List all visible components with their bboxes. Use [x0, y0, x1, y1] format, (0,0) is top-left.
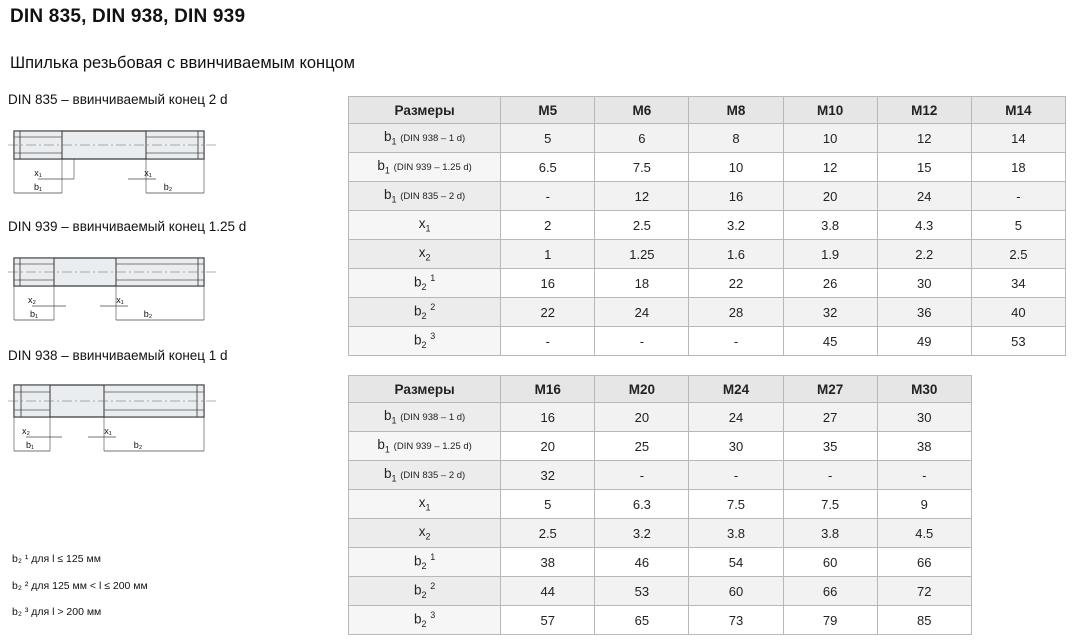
cell: 2.5	[971, 240, 1065, 269]
row-label: $b_2$ $^1$	[349, 548, 501, 577]
cell: -	[877, 461, 971, 490]
cell: 72	[877, 577, 971, 606]
cell: -	[595, 461, 689, 490]
cell: 24	[595, 298, 689, 327]
cell-empty	[971, 490, 1065, 519]
cell: 5	[501, 124, 595, 153]
footnote-2: b₂ ² для 125 мм < l ≤ 200 мм	[12, 579, 148, 592]
cell: 3.2	[595, 519, 689, 548]
dimensions-table-1	[348, 96, 1066, 356]
cell: 12	[877, 124, 971, 153]
cell: 4.3	[877, 211, 971, 240]
cell: 5	[971, 211, 1065, 240]
cell: 1	[501, 240, 595, 269]
figure-din939	[8, 219, 338, 332]
page-title: DIN 835, DIN 938, DIN 939	[10, 6, 246, 27]
cell-empty	[971, 606, 1065, 635]
cell: -	[595, 327, 689, 356]
table-body	[349, 124, 1066, 356]
row-label: $x_2$	[349, 240, 501, 269]
cell: 22	[501, 298, 595, 327]
cell: 3.8	[783, 519, 877, 548]
cell: 2.5	[501, 519, 595, 548]
row-label: $b_1$ (DIN 938 – 1 d)	[349, 403, 501, 432]
cell: 7.5	[783, 490, 877, 519]
column-header-sizes: Размеры	[349, 97, 501, 124]
stud-drawing-din938	[8, 373, 218, 461]
row-label: $x_1$	[349, 211, 501, 240]
table-row	[349, 124, 1066, 153]
cell-empty	[971, 577, 1065, 606]
row-label: $b_2$ $^3$	[349, 327, 501, 356]
figure-din938	[8, 348, 338, 461]
cell: 45	[783, 327, 877, 356]
column-header-m20: M20	[595, 376, 689, 403]
cell: 16	[501, 269, 595, 298]
cell: 3.8	[783, 211, 877, 240]
cell: 32	[501, 461, 595, 490]
cell: 30	[877, 269, 971, 298]
cell: 38	[501, 548, 595, 577]
cell: 26	[783, 269, 877, 298]
cell: 2.5	[595, 211, 689, 240]
footnotes	[12, 554, 148, 634]
cell: 35	[783, 432, 877, 461]
cell: 14	[971, 124, 1065, 153]
row-label: $b_1$ (DIN 939 – 1.25 d)	[349, 153, 501, 182]
cell: 7.5	[595, 153, 689, 182]
row-label: $x_2$	[349, 519, 501, 548]
table-row	[349, 461, 1066, 490]
cell: -	[501, 327, 595, 356]
cell: 3.8	[689, 519, 783, 548]
cell: 30	[689, 432, 783, 461]
row-label: $b_2$ $^1$	[349, 269, 501, 298]
cell: 53	[971, 327, 1065, 356]
cell: 6.3	[595, 490, 689, 519]
column-header-m14: M14	[971, 97, 1065, 124]
cell: 27	[783, 403, 877, 432]
cell-empty	[971, 432, 1065, 461]
row-label: $b_1$ (DIN 835 – 2 d)	[349, 182, 501, 211]
stud-drawing-din835	[8, 117, 218, 205]
table-row	[349, 490, 1066, 519]
dim-label-x1-right: x₁	[144, 168, 152, 178]
dim-label-x1: x₁	[116, 295, 124, 305]
cell: 57	[501, 606, 595, 635]
table-row	[349, 240, 1066, 269]
cell: 10	[689, 153, 783, 182]
table-row	[349, 153, 1066, 182]
footnote-3: b₂ ³ для l > 200 мм	[12, 606, 102, 618]
dim-label-x1-left: x₁	[34, 168, 42, 178]
figure-caption: DIN 938 – ввинчиваемый конец 1 d	[8, 348, 228, 363]
figure-caption: DIN 939 – ввинчиваемый конец 1.25 d	[8, 219, 247, 234]
footnote-1: b₂ ¹ для l ≤ 125 мм	[12, 553, 101, 565]
cell: -	[689, 327, 783, 356]
cell: 22	[689, 269, 783, 298]
figure-caption: DIN 835 – ввинчиваемый конец 2 d	[8, 92, 228, 107]
cell: 16	[501, 403, 595, 432]
table-row	[349, 403, 1066, 432]
cell: 4.5	[877, 519, 971, 548]
cell: 1.9	[783, 240, 877, 269]
column-header-m12: M12	[877, 97, 971, 124]
cell: 40	[971, 298, 1065, 327]
cell: 12	[595, 182, 689, 211]
cell: 73	[689, 606, 783, 635]
cell-empty	[971, 403, 1065, 432]
cell: 25	[595, 432, 689, 461]
cell: 20	[501, 432, 595, 461]
dim-label-b1: b₁	[29, 309, 39, 319]
cell: 8	[689, 124, 783, 153]
cell: 18	[971, 153, 1065, 182]
table-row	[349, 211, 1066, 240]
cell: 10	[783, 124, 877, 153]
cell: 49	[877, 327, 971, 356]
row-label: $b_2$ $^2$	[349, 298, 501, 327]
cell: 16	[689, 182, 783, 211]
cell: 34	[971, 269, 1065, 298]
cell: 65	[595, 606, 689, 635]
cell: 46	[595, 548, 689, 577]
dim-label-b2: b₂	[143, 309, 153, 319]
dim-label-x2: x₂	[28, 295, 36, 305]
cell: 20	[595, 403, 689, 432]
cell: 24	[689, 403, 783, 432]
column-header-m6: M6	[595, 97, 689, 124]
figures-column	[8, 92, 338, 471]
cell: 7.5	[689, 490, 783, 519]
table-row	[349, 432, 1066, 461]
table-row	[349, 606, 1066, 635]
table-row	[349, 548, 1066, 577]
dim-label-b2: b₂	[163, 182, 173, 192]
cell: 2	[501, 211, 595, 240]
dim-label-x2: x₂	[22, 426, 30, 436]
cell: 24	[877, 182, 971, 211]
column-header-m24: M24	[689, 376, 783, 403]
cell: 2.2	[877, 240, 971, 269]
table-row	[349, 519, 1066, 548]
cell: -	[783, 461, 877, 490]
column-header-m30: M30	[877, 376, 971, 403]
column-header-sizes: Размеры	[349, 376, 501, 403]
cell: 38	[877, 432, 971, 461]
cell: -	[501, 182, 595, 211]
table-header-row	[349, 97, 1066, 124]
dim-label-b2: b₂	[133, 440, 143, 450]
cell: 85	[877, 606, 971, 635]
cell: 54	[689, 548, 783, 577]
table-row	[349, 577, 1066, 606]
cell: 60	[689, 577, 783, 606]
row-label: $x_1$	[349, 490, 501, 519]
cell: 30	[877, 403, 971, 432]
cell: 6.5	[501, 153, 595, 182]
cell-empty	[971, 548, 1065, 577]
cell: 18	[595, 269, 689, 298]
cell: 66	[783, 577, 877, 606]
cell: -	[971, 182, 1065, 211]
cell-empty	[971, 461, 1065, 490]
cell: 60	[783, 548, 877, 577]
cell: 9	[877, 490, 971, 519]
cell: 12	[783, 153, 877, 182]
page-subtitle: Шпилька резьбовая с ввинчиваемым концом	[10, 54, 355, 72]
cell: 3.2	[689, 211, 783, 240]
dim-label-x1: x₁	[104, 426, 112, 436]
row-label: $b_2$ $^2$	[349, 577, 501, 606]
row-label: $b_2$ $^3$	[349, 606, 501, 635]
cell: 1.6	[689, 240, 783, 269]
cell: 44	[501, 577, 595, 606]
cell: 32	[783, 298, 877, 327]
table-body	[349, 403, 1066, 635]
cell: 20	[783, 182, 877, 211]
cell: 53	[595, 577, 689, 606]
cell: 15	[877, 153, 971, 182]
table-header-row	[349, 376, 1066, 403]
column-header-m10: M10	[783, 97, 877, 124]
cell: 36	[877, 298, 971, 327]
cell: 79	[783, 606, 877, 635]
table-row	[349, 327, 1066, 356]
figure-din835	[8, 92, 338, 205]
column-header-m16: M16	[501, 376, 595, 403]
cell: 1.25	[595, 240, 689, 269]
dimensions-table-2	[348, 375, 1066, 635]
cell-empty	[971, 519, 1065, 548]
stud-drawing-din939	[8, 244, 218, 332]
table-row	[349, 182, 1066, 211]
row-label: $b_1$ (DIN 938 – 1 d)	[349, 124, 501, 153]
cell: 6	[595, 124, 689, 153]
cell: 28	[689, 298, 783, 327]
dim-label-b1: b₁	[25, 440, 35, 450]
column-header-m8: M8	[689, 97, 783, 124]
column-header-m27: M27	[783, 376, 877, 403]
column-header-m5: M5	[501, 97, 595, 124]
dim-label-b1: b₁	[33, 182, 43, 192]
column-header-empty	[971, 376, 1065, 403]
table-row	[349, 269, 1066, 298]
cell: 66	[877, 548, 971, 577]
table-row	[349, 298, 1066, 327]
row-label: $b_1$ (DIN 835 – 2 d)	[349, 461, 501, 490]
row-label: $b_1$ (DIN 939 – 1.25 d)	[349, 432, 501, 461]
cell: 5	[501, 490, 595, 519]
cell: -	[689, 461, 783, 490]
